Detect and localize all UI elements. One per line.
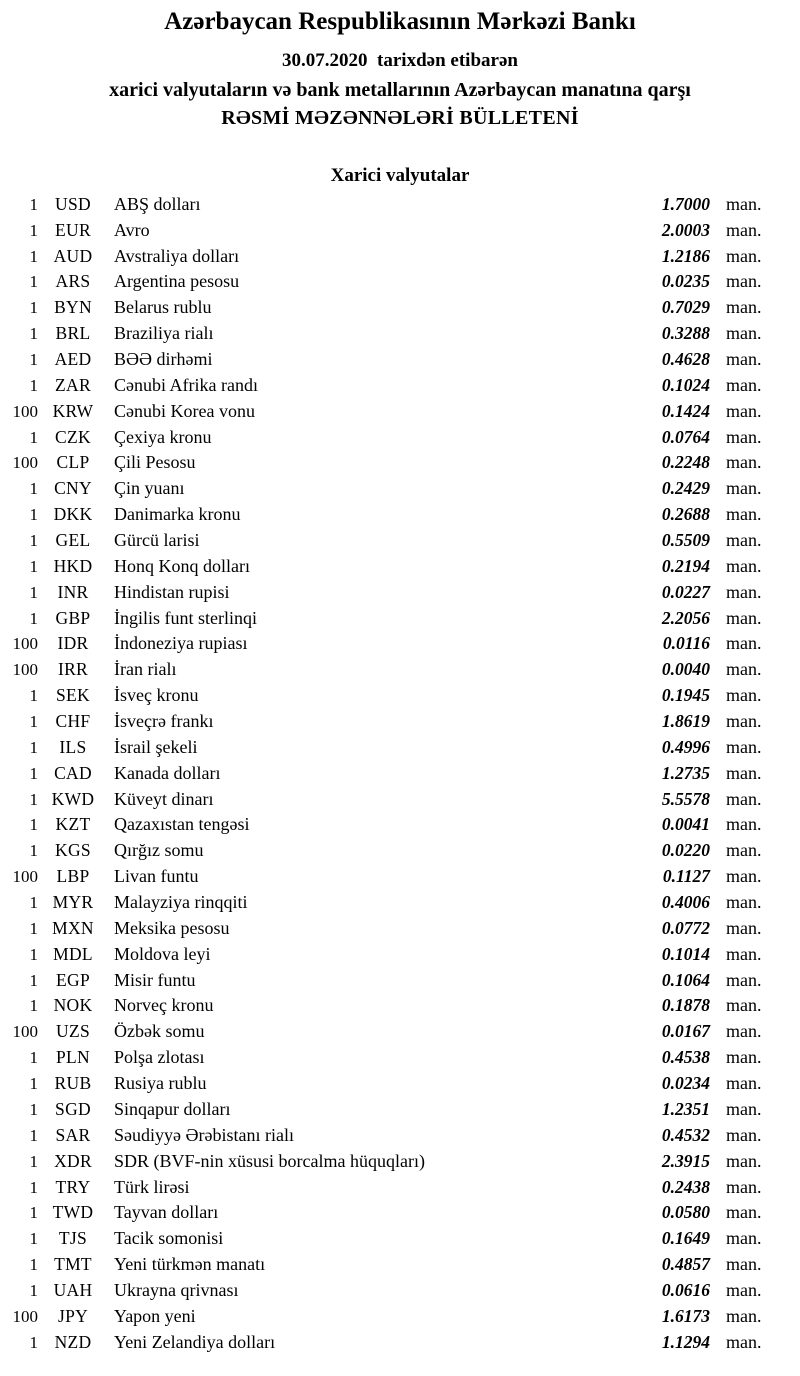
currency-name: İsveç kronu <box>114 685 199 706</box>
currency-row <box>0 450 772 476</box>
unit-label: man. <box>726 323 762 344</box>
currency-name: İndoneziya rupiası <box>114 633 248 654</box>
currency-name: Misir funtu <box>114 969 196 990</box>
currency-code: MDL <box>53 943 93 964</box>
currency-quantity: 1 <box>29 427 38 447</box>
currency-rate: 0.0234 <box>661 1073 710 1094</box>
currency-rate: 0.1424 <box>661 400 710 421</box>
currency-quantity: 1 <box>29 194 38 214</box>
currency-rate: 0.5509 <box>661 530 710 551</box>
currency-rate: 0.0116 <box>662 633 710 654</box>
currency-code: KWD <box>51 788 95 809</box>
currency-row <box>0 812 772 838</box>
currency-row <box>0 373 772 399</box>
currency-rate: 0.4857 <box>661 1254 710 1275</box>
unit-label: man. <box>726 969 762 990</box>
currency-rate: 0.1024 <box>661 374 710 395</box>
currency-rate: 0.0764 <box>661 426 710 447</box>
currency-quantity: 1 <box>29 1280 38 1300</box>
currency-code: AUD <box>53 245 93 266</box>
currency-code: KZT <box>55 814 91 835</box>
currency-name: Belarus rublu <box>114 297 212 318</box>
currency-row <box>0 916 772 942</box>
unit-label: man. <box>726 1202 762 1223</box>
currency-rate: 0.0772 <box>661 917 710 938</box>
currency-name: Küveyt dinarı <box>114 788 214 809</box>
currency-quantity: 1 <box>29 1151 38 1171</box>
currency-code: MYR <box>52 892 94 913</box>
bulletin-header <box>0 0 800 131</box>
currency-rate: 1.1294 <box>661 1331 710 1352</box>
currency-code: USD <box>55 193 91 214</box>
currency-row <box>0 709 772 735</box>
currency-rate: 1.2351 <box>661 1098 710 1119</box>
currency-rate: 0.1127 <box>662 866 710 887</box>
currency-row <box>0 890 772 916</box>
currency-quantity: 1 <box>29 918 38 938</box>
currency-name: Meksika pesosu <box>114 917 230 938</box>
currency-name: Rusiya rublu <box>114 1073 207 1094</box>
unit-label: man. <box>726 685 762 706</box>
currency-code: TRY <box>55 1176 91 1197</box>
currency-row <box>0 244 772 270</box>
currency-code: CLP <box>56 452 90 473</box>
currency-row <box>0 1200 772 1226</box>
currency-code: KGS <box>55 840 91 861</box>
currency-quantity: 1 <box>29 1125 38 1145</box>
currency-name: Yapon yeni <box>114 1305 196 1326</box>
currency-rate: 0.4538 <box>661 1047 710 1068</box>
currency-rate: 0.1649 <box>661 1228 710 1249</box>
currency-name: Ukrayna qrivnası <box>114 1279 239 1300</box>
currency-name: İran rialı <box>114 659 177 680</box>
currency-name: Livan funtu <box>114 866 199 887</box>
currency-name: Braziliya rialı <box>114 323 214 344</box>
currency-row <box>0 347 772 373</box>
currency-row <box>0 761 772 787</box>
currency-name: Cənubi Afrika randı <box>114 374 258 395</box>
currency-code: SAR <box>55 1124 91 1145</box>
currency-name: Norveç kronu <box>114 995 214 1016</box>
unit-label: man. <box>726 840 762 861</box>
currency-name: Honq Konq dolları <box>114 555 250 576</box>
unit-label: man. <box>726 193 762 214</box>
currency-name: Gürcü larisi <box>114 530 200 551</box>
currency-row <box>0 1123 772 1149</box>
currency-code: TWD <box>52 1202 94 1223</box>
unit-label: man. <box>726 607 762 628</box>
unit-label: man. <box>726 995 762 1016</box>
currency-quantity: 100 <box>12 401 38 421</box>
unit-label: man. <box>726 736 762 757</box>
effective-date-line: 30.07.2020 tarixdən etibarən <box>282 50 518 72</box>
currency-rate: 2.3915 <box>661 1150 710 1171</box>
currency-rate: 5.5578 <box>661 788 710 809</box>
currency-name: Malayziya rinqqiti <box>114 892 248 913</box>
unit-label: man. <box>726 426 762 447</box>
currency-rate: 0.4006 <box>661 892 710 913</box>
currency-row <box>0 993 772 1019</box>
currency-row <box>0 1330 772 1356</box>
currency-quantity: 1 <box>29 375 38 395</box>
currency-name: Türk lirəsi <box>114 1176 190 1197</box>
currency-name: Avro <box>114 219 150 240</box>
currency-quantity: 1 <box>29 324 38 344</box>
currency-rate: 0.2438 <box>661 1176 710 1197</box>
currency-code: DKK <box>53 504 93 525</box>
currency-row <box>0 942 772 968</box>
currency-row <box>0 1252 772 1278</box>
currency-name: Tayvan dolları <box>114 1202 219 1223</box>
currency-code: XDR <box>54 1150 92 1171</box>
currency-rate: 0.1945 <box>661 685 710 706</box>
currency-rate: 0.3288 <box>661 323 710 344</box>
currency-name: ABŞ dolları <box>114 193 201 214</box>
currency-quantity: 1 <box>29 1074 38 1094</box>
currency-rate: 0.0580 <box>661 1202 710 1223</box>
currency-name: Səudiyyə Ərəbistanı rialı <box>114 1124 294 1145</box>
currency-quantity: 1 <box>29 893 38 913</box>
currency-code: TMT <box>54 1254 92 1275</box>
currency-rate: 0.2688 <box>661 504 710 525</box>
currency-row <box>0 631 772 657</box>
unit-label: man. <box>726 943 762 964</box>
unit-label: man. <box>726 1305 762 1326</box>
currency-quantity: 1 <box>29 350 38 369</box>
currency-rate: 0.0167 <box>661 1021 710 1042</box>
currency-quantity: 1 <box>29 505 38 525</box>
currency-rate: 2.2056 <box>661 607 710 628</box>
currency-name: Çexiya kronu <box>114 426 212 447</box>
currency-quantity: 1 <box>29 298 38 318</box>
currency-rate: 0.1014 <box>661 943 710 964</box>
currency-name: Hindistan rupisi <box>114 581 230 602</box>
unit-label: man. <box>726 1254 762 1275</box>
unit-label: man. <box>726 1331 762 1352</box>
currency-code: KRW <box>52 400 94 421</box>
currency-code: EUR <box>55 219 91 240</box>
currency-quantity: 1 <box>29 220 38 240</box>
unit-label: man. <box>726 400 762 421</box>
currency-rate: 1.6173 <box>661 1305 710 1326</box>
currency-code: BYN <box>54 297 92 318</box>
currency-code: RUB <box>54 1073 92 1094</box>
unit-label: man. <box>726 1150 762 1171</box>
currency-quantity: 1 <box>29 1229 38 1249</box>
unit-label: man. <box>726 866 762 887</box>
currency-code: HKD <box>53 555 93 576</box>
currency-name: İsveçrə frankı <box>114 711 214 732</box>
currency-row <box>0 968 772 994</box>
currency-code: GBP <box>55 607 91 628</box>
currency-name: SDR (BVF-nin xüsusi borcalma hüquqları) <box>114 1150 425 1171</box>
currency-code: ZAR <box>55 374 91 395</box>
currency-code: NOK <box>53 995 93 1016</box>
currency-row <box>0 476 772 502</box>
bulletin-subtitle: xarici valyutaların və bank metallarının Azərbaycan manatına qarşı <box>109 79 691 102</box>
currency-row <box>0 864 772 890</box>
currency-code: SEK <box>56 685 90 706</box>
currency-code: CNY <box>54 478 92 499</box>
currency-code: ILS <box>59 736 87 757</box>
unit-label: man. <box>726 581 762 602</box>
currency-name: Çin yuanı <box>114 478 185 499</box>
currency-quantity: 1 <box>29 246 38 266</box>
unit-label: man. <box>726 478 762 499</box>
currency-name: BƏƏ dirhəmi <box>114 349 213 369</box>
currency-quantity: 1 <box>29 1255 38 1275</box>
currency-rate: 0.2194 <box>661 555 710 576</box>
unit-label: man. <box>726 762 762 783</box>
currency-name: Çili Pesosu <box>114 452 196 473</box>
currency-row <box>0 1149 772 1175</box>
currency-quantity: 1 <box>29 944 38 964</box>
currency-quantity: 1 <box>29 763 38 783</box>
currency-row <box>0 218 772 244</box>
currency-row <box>0 269 772 295</box>
currency-quantity: 1 <box>29 841 38 861</box>
currency-rate: 1.2735 <box>661 762 710 783</box>
currency-name: İsrail şekeli <box>114 736 198 757</box>
currency-quantity: 1 <box>29 1203 38 1223</box>
currency-rate: 0.0040 <box>661 659 710 680</box>
currency-name: Argentina pesosu <box>114 271 240 292</box>
currency-name: Tacik somonisi <box>114 1228 224 1249</box>
currency-row <box>0 735 772 761</box>
currency-code: UZS <box>56 1021 90 1042</box>
unit-label: man. <box>726 1047 762 1068</box>
unit-label: man. <box>726 917 762 938</box>
unit-label: man. <box>726 814 762 835</box>
unit-label: man. <box>726 374 762 395</box>
currency-rate: 0.4628 <box>661 349 710 369</box>
currency-quantity: 100 <box>12 1306 38 1326</box>
currency-name: Kanada dolları <box>114 762 221 783</box>
currency-rate: 0.1878 <box>661 995 710 1016</box>
currency-name: Qazaxıstan tengəsi <box>114 814 250 835</box>
unit-label: man. <box>726 1124 762 1145</box>
currency-row <box>0 1304 772 1330</box>
currency-rate: 0.2429 <box>661 478 710 499</box>
currency-name: Moldova leyi <box>114 943 211 964</box>
currency-quantity: 100 <box>12 634 38 654</box>
currency-row <box>0 502 772 528</box>
currency-name: Polşa zlotası <box>114 1047 205 1068</box>
currency-code: ARS <box>55 271 91 292</box>
currency-rate: 0.0616 <box>661 1279 710 1300</box>
unit-label: man. <box>726 659 762 680</box>
currency-code: AED <box>54 349 92 369</box>
currency-quantity: 1 <box>29 996 38 1016</box>
currency-row <box>0 683 772 709</box>
currency-code: CZK <box>55 426 91 447</box>
unit-label: man. <box>726 1021 762 1042</box>
currency-quantity: 1 <box>29 1332 38 1352</box>
currency-quantity: 1 <box>29 1099 38 1119</box>
currency-rate: 1.8619 <box>661 711 710 732</box>
unit-label: man. <box>726 1228 762 1249</box>
currency-row <box>0 399 772 425</box>
currency-name: Danimarka kronu <box>114 504 241 525</box>
currency-row <box>0 1175 772 1201</box>
currency-rate: 0.2248 <box>661 452 710 473</box>
currency-quantity: 1 <box>29 1048 38 1068</box>
currency-code: MXN <box>52 917 94 938</box>
currency-row <box>0 606 772 632</box>
currency-rate: 0.4996 <box>661 736 710 757</box>
unit-label: man. <box>726 452 762 473</box>
currency-quantity: 1 <box>29 1177 38 1197</box>
currency-row <box>0 1019 772 1045</box>
currency-rate: 1.7000 <box>661 193 710 214</box>
currency-rate: 0.0235 <box>661 271 710 292</box>
bulletin-heading: RƏSMİ MƏZƏNNƏLƏRİ BÜLLETENİ <box>221 107 579 130</box>
currency-rate: 0.0220 <box>661 840 710 861</box>
currency-row <box>0 321 772 347</box>
unit-label: man. <box>726 633 762 654</box>
currency-row <box>0 1278 772 1304</box>
unit-label: man. <box>726 892 762 913</box>
currency-quantity: 100 <box>12 453 38 473</box>
currency-code: BRL <box>55 323 91 344</box>
currency-quantity: 1 <box>29 712 38 732</box>
currency-row <box>0 1097 772 1123</box>
currency-rate: 0.4532 <box>661 1124 710 1145</box>
currency-row <box>0 528 772 554</box>
currency-row <box>0 1045 772 1071</box>
currency-name: Sinqapur dolları <box>114 1098 231 1119</box>
currency-row <box>0 295 772 321</box>
unit-label: man. <box>726 530 762 551</box>
currency-row <box>0 425 772 451</box>
unit-label: man. <box>726 349 762 369</box>
currency-rate: 0.0041 <box>661 814 710 835</box>
currency-rate: 1.2186 <box>661 245 710 266</box>
currency-rate: 0.0227 <box>661 581 710 602</box>
currency-rates-table <box>0 192 800 1356</box>
currency-rate: 0.7029 <box>661 297 710 318</box>
currency-row <box>0 554 772 580</box>
currency-code: JPY <box>57 1305 89 1326</box>
currency-row <box>0 580 772 606</box>
unit-label: man. <box>726 1073 762 1094</box>
currency-row <box>0 1071 772 1097</box>
currency-row <box>0 657 772 683</box>
currency-quantity: 100 <box>12 1022 38 1042</box>
currency-quantity: 1 <box>29 789 38 809</box>
currency-code: CAD <box>54 762 92 783</box>
currency-quantity: 1 <box>29 686 38 706</box>
currency-quantity: 1 <box>29 582 38 602</box>
currency-quantity: 100 <box>12 867 38 887</box>
currency-code: NZD <box>54 1331 92 1352</box>
currency-quantity: 1 <box>29 556 38 576</box>
currency-row <box>0 838 772 864</box>
currency-rate: 2.0003 <box>661 219 710 240</box>
currency-rate: 0.1064 <box>661 969 710 990</box>
unit-label: man. <box>726 711 762 732</box>
unit-label: man. <box>726 504 762 525</box>
currency-code: SGD <box>55 1098 91 1119</box>
unit-label: man. <box>726 1176 762 1197</box>
currency-code: PLN <box>56 1047 90 1068</box>
currency-name: Avstraliya dolları <box>114 245 240 266</box>
currency-name: Qırğız somu <box>114 840 204 861</box>
currency-quantity: 1 <box>29 272 38 292</box>
currency-quantity: 1 <box>29 970 38 990</box>
currency-name: Yeni türkmən manatı <box>114 1254 266 1275</box>
unit-label: man. <box>726 219 762 240</box>
currency-quantity: 100 <box>12 660 38 680</box>
currency-code: IDR <box>57 633 89 654</box>
currency-code: CHF <box>55 711 91 732</box>
currency-code: UAH <box>53 1279 93 1300</box>
currency-name: İngilis funt sterlinqi <box>114 607 257 628</box>
unit-label: man. <box>726 788 762 809</box>
currency-quantity: 1 <box>29 737 38 757</box>
currency-quantity: 1 <box>29 479 38 499</box>
currency-code: TJS <box>58 1228 88 1249</box>
unit-label: man. <box>726 555 762 576</box>
currency-code: INR <box>57 581 89 602</box>
currency-code: IRR <box>57 659 89 680</box>
unit-label: man. <box>726 1279 762 1300</box>
currency-code: GEL <box>55 530 91 551</box>
section-title-foreign-currencies: Xarici valyutalar <box>330 165 470 187</box>
currency-code: EGP <box>56 969 90 990</box>
unit-label: man. <box>726 297 762 318</box>
currency-quantity: 1 <box>29 608 38 628</box>
unit-label: man. <box>726 271 762 292</box>
currency-quantity: 1 <box>29 531 38 551</box>
unit-label: man. <box>726 245 762 266</box>
currency-name: Yeni Zelandiya dolları <box>114 1331 276 1352</box>
bank-title: Azərbaycan Respublikasının Mərkəzi Bankı <box>164 8 636 35</box>
unit-label: man. <box>726 1098 762 1119</box>
currency-name: Özbək somu <box>114 1021 205 1042</box>
currency-row <box>0 192 772 218</box>
currency-quantity: 1 <box>29 815 38 835</box>
currency-row <box>0 787 772 813</box>
currency-name: Cənubi Korea vonu <box>114 400 255 421</box>
currency-row <box>0 1226 772 1252</box>
currency-code: LBP <box>56 866 90 887</box>
